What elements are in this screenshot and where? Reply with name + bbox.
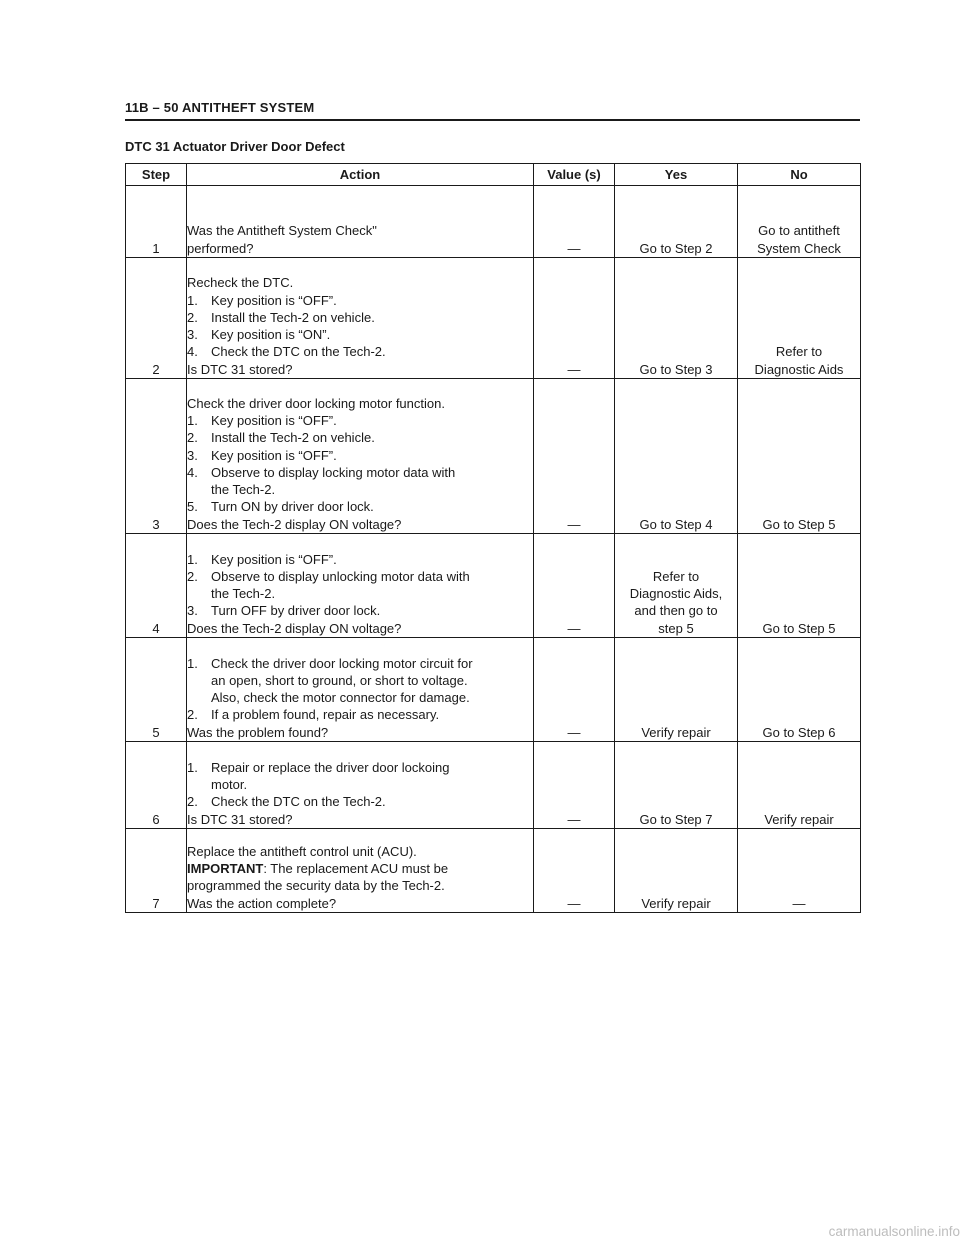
- yes-cell: [615, 186, 738, 258]
- value-cell: [534, 638, 615, 742]
- action-cell: [187, 379, 534, 534]
- action-step-item: [187, 309, 533, 326]
- action-intro: Check the driver door locking motor function.: [187, 395, 445, 411]
- no-cell-text: Go to antitheft System Check: [757, 223, 841, 256]
- item-text: Key position is “OFF”.: [211, 551, 337, 567]
- value-cell-text: —: [567, 516, 581, 532]
- item-text: Install the Tech-2 on vehicle.: [211, 430, 375, 446]
- no-cell-text: Go to Step 5: [762, 620, 836, 636]
- action-question: Does the Tech-2 display ON voltage?: [187, 516, 402, 532]
- table-body: [126, 186, 861, 913]
- item-number: 5.: [187, 499, 198, 515]
- item-text: Key position is “OFF”.: [211, 412, 337, 428]
- step-number: 5: [126, 638, 187, 742]
- step-number: 1: [126, 186, 187, 258]
- step-number: 7: [126, 829, 187, 913]
- no-cell-text: Go to Step 5: [762, 516, 836, 532]
- action-step-item: [187, 602, 533, 619]
- item-text: Key position is “ON”.: [211, 327, 331, 343]
- value-cell-text: —: [567, 620, 581, 636]
- action-step-item: [187, 429, 533, 446]
- yes-cell: [615, 379, 738, 534]
- step-number: 2: [126, 258, 187, 379]
- item-text: Check the DTC on the Tech-2.: [211, 794, 386, 810]
- value-cell-text: —: [567, 895, 581, 911]
- value-cell: [534, 742, 615, 829]
- action-step-item: [187, 447, 533, 464]
- value-cell: [534, 186, 615, 258]
- item-number: 2.: [187, 568, 198, 584]
- item-number: 4.: [187, 344, 198, 360]
- yes-cell: [615, 829, 738, 913]
- yes-cell-text: Verify repair: [641, 895, 711, 911]
- important-text: : The replacement ACU must be programmed the security data by the Tech-2.: [187, 861, 449, 894]
- table-row: [126, 258, 861, 379]
- item-number: 1.: [187, 412, 198, 428]
- action-cell: [187, 534, 534, 638]
- no-cell: [738, 638, 861, 742]
- item-number: 1.: [187, 759, 198, 775]
- no-cell: [738, 379, 861, 534]
- action-step-item: [187, 793, 533, 810]
- action-cell: [187, 742, 534, 829]
- item-text: Observe to display unlocking motor data with the Tech-2.: [211, 568, 470, 602]
- item-text: Check the driver door locking motor circuit for an open, short to ground, or short to voltage. Also, check the motor connector for damage.: [211, 655, 473, 706]
- no-cell-text: Go to Step 6: [762, 724, 836, 740]
- value-cell: [534, 534, 615, 638]
- action-step-item: [187, 551, 533, 568]
- action-step-item: [187, 498, 533, 515]
- item-number: 1.: [187, 292, 198, 308]
- action-intro: Replace the antitheft control unit (ACU).: [187, 843, 417, 859]
- item-text: If a problem found, repair as necessary.: [211, 707, 440, 723]
- column-header-no: No: [738, 164, 861, 186]
- no-cell: [738, 186, 861, 258]
- action-step-item: [187, 464, 533, 499]
- action-question: Does the Tech-2 display ON voltage?: [187, 620, 402, 636]
- yes-cell: [615, 258, 738, 379]
- yes-cell-text: Go to Step 2: [639, 240, 713, 256]
- action-cell: [187, 186, 534, 258]
- column-header-step: Step: [126, 164, 187, 186]
- column-header-yes: Yes: [615, 164, 738, 186]
- action-question: Was the problem found?: [187, 724, 329, 740]
- yes-cell: [615, 638, 738, 742]
- item-text: Install the Tech-2 on vehicle.: [211, 309, 375, 325]
- action-cell: [187, 258, 534, 379]
- step-number: 3: [126, 379, 187, 534]
- yes-cell-text: Go to Step 3: [639, 361, 713, 377]
- dtc-title: DTC 31 Actuator Driver Door Defect: [125, 139, 345, 154]
- action-intro: Was the Antitheft System Check" performed?: [187, 223, 377, 256]
- important-note: [187, 860, 533, 895]
- table-row: [126, 638, 861, 742]
- value-cell: [534, 258, 615, 379]
- yes-cell-text: Refer to Diagnostic Aids, and then go to step 5: [629, 568, 723, 636]
- yes-cell: [615, 742, 738, 829]
- no-cell: [738, 829, 861, 913]
- value-cell-text: —: [567, 361, 581, 377]
- table-header-row: [126, 164, 861, 186]
- item-number: 1.: [187, 551, 198, 567]
- no-cell: [738, 258, 861, 379]
- value-cell-text: —: [567, 724, 581, 740]
- action-step-item: [187, 292, 533, 309]
- item-text: Turn OFF by driver door lock.: [211, 603, 381, 619]
- table-row: [126, 534, 861, 638]
- important-label: IMPORTANT: [187, 861, 264, 877]
- item-number: 3.: [187, 603, 198, 619]
- value-cell-text: —: [567, 240, 581, 256]
- header-divider: [125, 119, 860, 121]
- value-cell: [534, 829, 615, 913]
- item-text: Turn ON by driver door lock.: [211, 499, 374, 515]
- yes-cell-text: Verify repair: [641, 724, 711, 740]
- item-text: Key position is “OFF”.: [211, 292, 337, 308]
- item-number: 2.: [187, 794, 198, 810]
- item-text: Check the DTC on the Tech-2.: [211, 344, 386, 360]
- action-step-item: [187, 759, 533, 794]
- action-question: Was the action complete?: [187, 895, 337, 911]
- yes-cell: [615, 534, 738, 638]
- column-header-value: Value (s): [534, 164, 615, 186]
- table-row: [126, 829, 861, 913]
- action-question: Is DTC 31 stored?: [187, 361, 293, 377]
- no-cell: [738, 742, 861, 829]
- action-step-item: [187, 326, 533, 343]
- value-cell-text: —: [567, 811, 581, 827]
- action-intro: Recheck the DTC.: [187, 275, 294, 291]
- item-number: 2.: [187, 309, 198, 325]
- yes-cell-text: Go to Step 4: [639, 516, 713, 532]
- table-row: [126, 186, 861, 258]
- step-number: 4: [126, 534, 187, 638]
- column-header-action: Action: [187, 164, 534, 186]
- table-row: [126, 742, 861, 829]
- item-text: Repair or replace the driver door lockoing motor.: [211, 759, 450, 793]
- value-cell: [534, 379, 615, 534]
- no-cell-text: Refer to Diagnostic Aids: [754, 344, 844, 377]
- no-cell-text: —: [792, 895, 806, 911]
- item-number: 3.: [187, 327, 198, 343]
- step-number: 6: [126, 742, 187, 829]
- watermark-text: carmanualsonline.info: [828, 1224, 960, 1239]
- action-step-item: [187, 655, 533, 707]
- table-row: [126, 379, 861, 534]
- action-question: Is DTC 31 stored?: [187, 811, 293, 827]
- item-number: 3.: [187, 447, 198, 463]
- item-text: Key position is “OFF”.: [211, 447, 337, 463]
- action-step-item: [187, 706, 533, 723]
- action-cell: [187, 638, 534, 742]
- item-number: 1.: [187, 655, 198, 671]
- diagnostic-table: [125, 163, 861, 913]
- yes-cell-text: Go to Step 7: [639, 811, 713, 827]
- action-step-item: [187, 343, 533, 360]
- no-cell-text: Verify repair: [764, 811, 834, 827]
- action-step-item: [187, 568, 533, 603]
- action-step-item: [187, 412, 533, 429]
- action-cell: [187, 829, 534, 913]
- item-text: Observe to display locking motor data with the Tech-2.: [211, 464, 456, 498]
- item-number: 4.: [187, 464, 198, 480]
- page-header: 11B – 50 ANTITHEFT SYSTEM: [125, 100, 315, 115]
- item-number: 2.: [187, 430, 198, 446]
- item-number: 2.: [187, 707, 198, 723]
- no-cell: [738, 534, 861, 638]
